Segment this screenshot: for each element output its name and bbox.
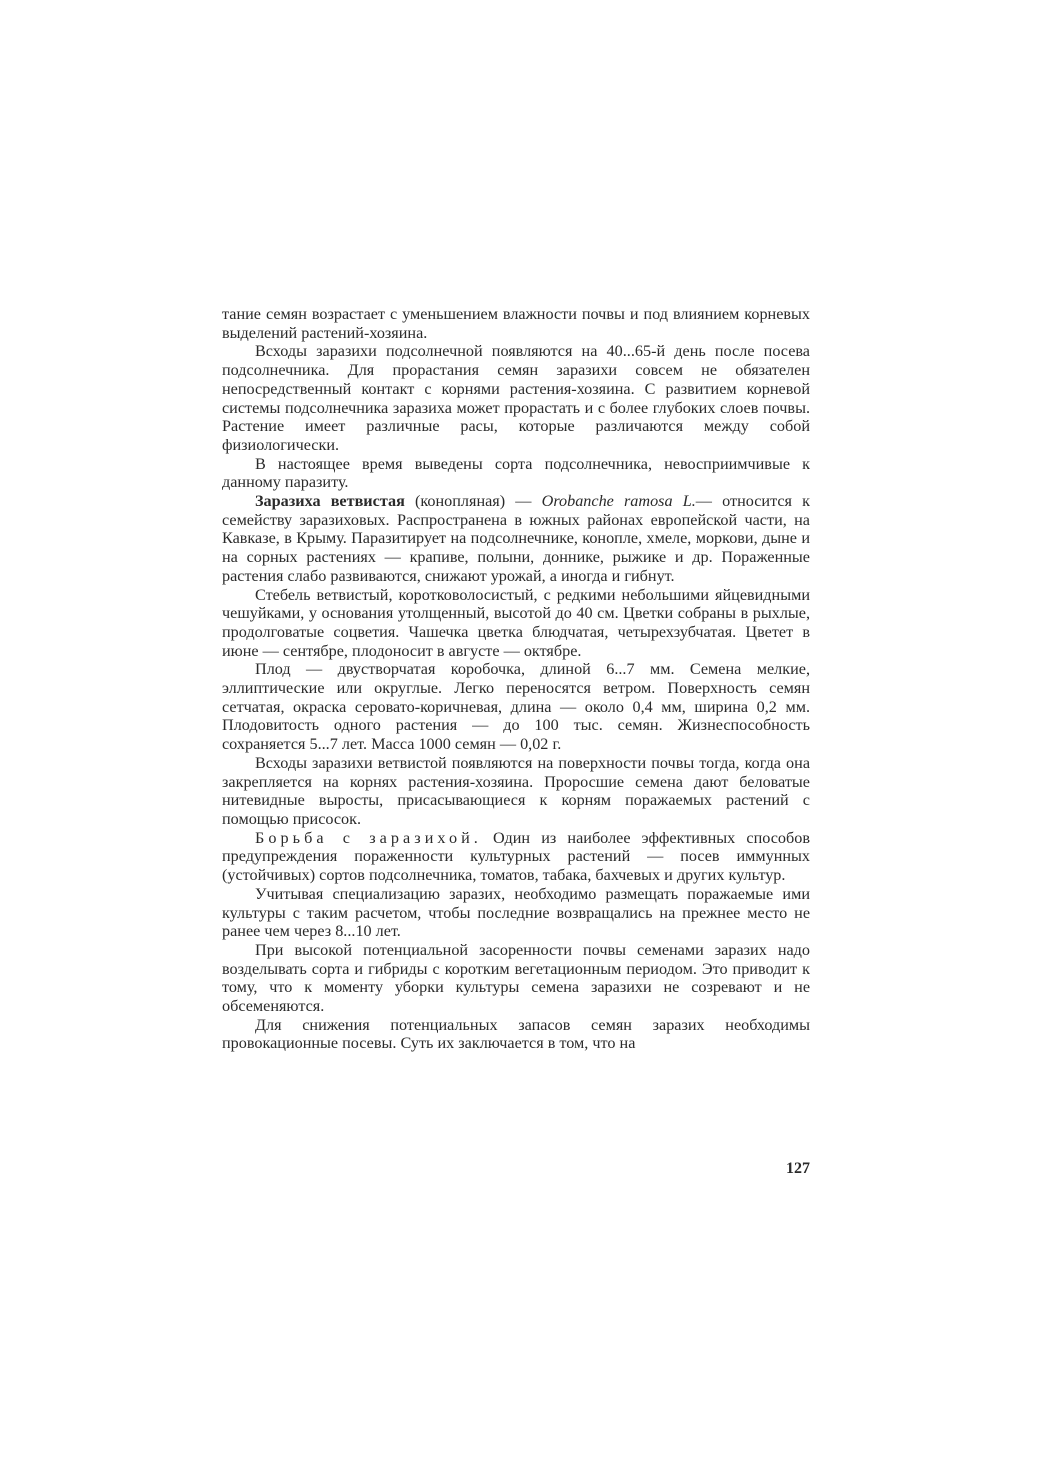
species-description: — относится к семейству заразиховых. Распространена в южных районах европейской части, на Кавказе, в Крыму. Паразитирует на подсолнечнике, конопле, хмеле, моркови, дыне и на сорных растениях — крапиве, полыни, доннике, рыжике и др. Пораженные растения слабо развиваются, снижают урожай, а иногда и гибнут. <box>222 492 810 585</box>
species-term: Заразиха ветвистая <box>255 492 405 511</box>
paragraph-6: Плод — двустворчатая коробочка, длиной 6...7 мм. Семена мелкие, эллиптические или округлые. Легко переносятся ветром. Поверхность семян сетчатая, окраска серовато-коричневая, длина — около 0,4 мм, ширина 0,2 мм. Плодовитость одного растения — до 100 тыс. семян. Жизнеспособность сохраняется 5...7 лет. Масса 1000 семян — 0,02 г. <box>222 660 810 754</box>
paragraph-4 <box>222 492 810 586</box>
paragraph-9: Учитывая специализацию заразих, необходимо размещать поражаемые ими культуры с таким расчетом, чтобы последние возвращались на прежнее место не ранее чем через 8...10 лет. <box>222 884 810 941</box>
paragraph-7: Всходы заразихи ветвистой появляются на поверхности почвы тогда, когда она закрепляется на корнях растения-хозяина. Проросшие семена дают беловатые нитевидные выросты, присасывающиеся к корням поражаемых растений с помощью присосок. <box>222 753 810 828</box>
paragraph-1: тание семян возрастает с уменьшением влажности почвы и под влиянием корневых выделений растений-хозяина. <box>222 305 810 342</box>
paragraph-10: При высокой потенциальной засоренности почвы семенами заразих надо возделывать сорта и гибриды с коротким вегетационным периодом. Это приводит к тому, что к моменту уборки культуры семена заразихи не созревают и не обсеменяются. <box>222 940 810 1016</box>
latin-name: Orobanche ramosa L. <box>541 492 696 511</box>
paragraph-5: Стебель ветвистый, коротковолосистый, с редкими небольшими яйцевидными чешуйками, у основания утолщенный, высотой до 40 см. Цветки собраны в рыхлые, продолговатые соцветия. Чашечка цветка блюдчатая, четырехзубчатая. Цветет в июне — сентябре, плодоносит в августе — октябре. <box>222 585 810 660</box>
section-text: Один из наиболее эффективных способов предупреждения пораженности культурных растений — посев иммунных (устойчивых) сортов подсолнечника, томатов, табака, бахчевых и других культур. <box>222 828 810 885</box>
page-number: 127 <box>786 1160 810 1177</box>
paragraph-3: В настоящее время выведены сорта подсолнечника, невосприимчивые к данному паразиту. <box>222 454 810 492</box>
paragraph-8 <box>222 829 810 885</box>
body-text <box>222 305 810 1053</box>
species-alt-name: (конопляная) — <box>404 492 542 511</box>
section-heading: Борьба с заразихой. <box>255 828 482 847</box>
paragraph-11: Для снижения потенциальных запасов семян заразих необходимы провокационные посевы. Суть их заключается в том, что на <box>222 1015 810 1053</box>
paragraph-2: Всходы заразихи подсолнечной появляются на 40...65-й день после посева подсолнечника. Для прорастания семян заразихи совсем не обязателен непосредственный контакт с корнями растения-хозяина. С развитием корневой системы подсолнечника заразиха может прорастать и с более глубоких слоев почвы. Растение имеет различные расы, которые различаются между собой физиологически. <box>222 342 810 454</box>
